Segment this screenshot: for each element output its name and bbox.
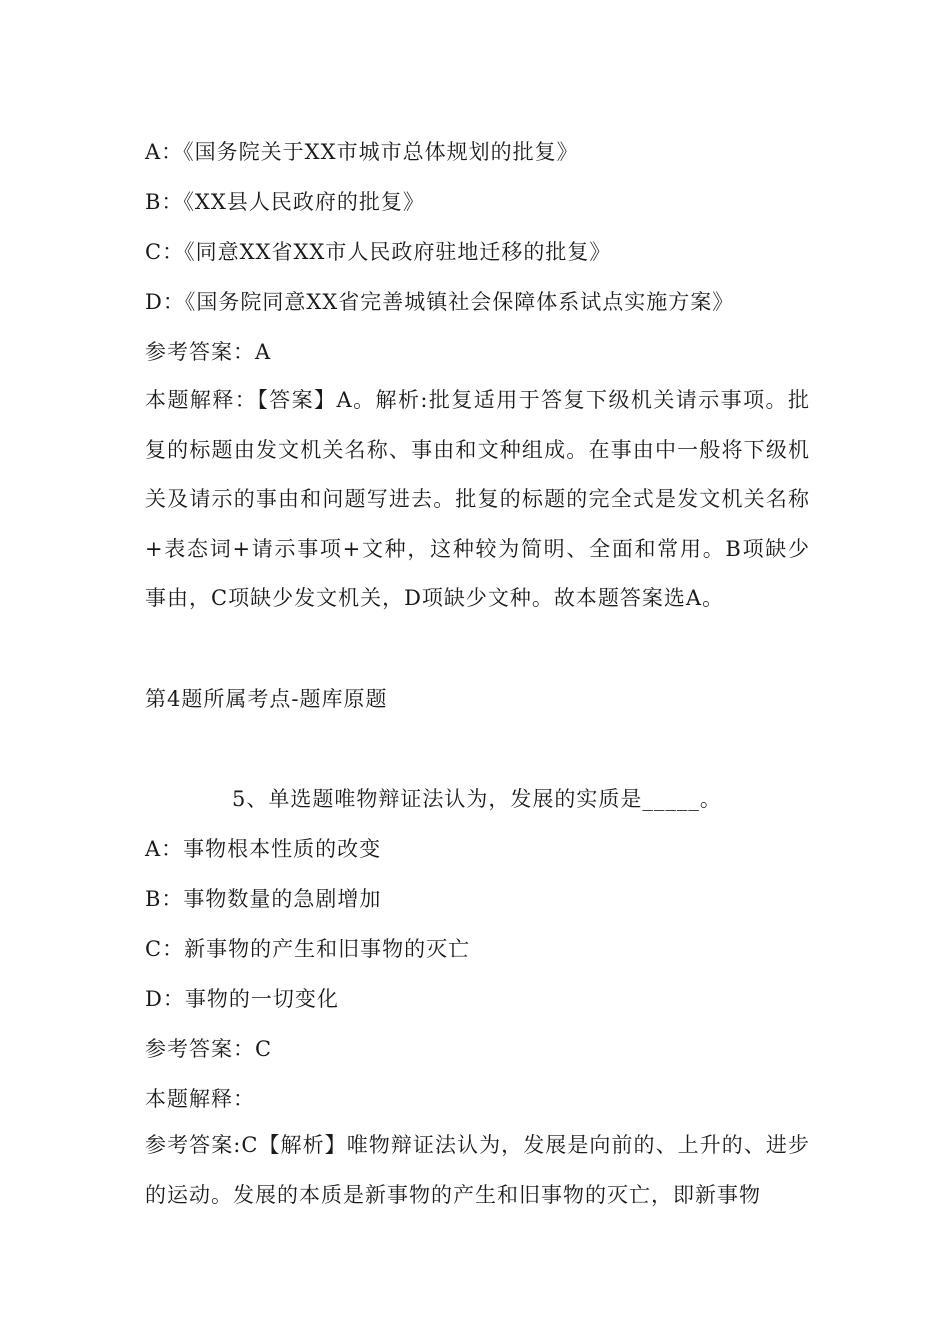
q4-option-b: B：《XX县人民政府的批复》 (145, 190, 425, 214)
q5-answer: 参考答案：C (145, 1037, 273, 1061)
q5-option-c: C：新事物的产生和旧事物的灭亡 (145, 937, 471, 961)
q5-explanation: 参考答案:C【解析】唯物辩证法认为，发展是向前的、上升的、进步的运动。发展的本质是新事物的产生和旧事物的灭亡，即新事物 (145, 1133, 810, 1207)
q5-option-b: B：事物数量的急剧增加 (145, 887, 382, 911)
q4-answer: 参考答案：A (145, 340, 272, 364)
q5-question: 5、单选题唯物辩证法认为，发展的实质是_____。 (232, 787, 722, 811)
q4-option-a: A：《国务院关于XX市城市总体规划的批复》 (145, 140, 579, 164)
q5-option-a: A：事物根本性质的改变 (145, 837, 382, 861)
q4-option-d: D：《国务院同意XX省完善城镇社会保障体系试点实施方案》 (145, 290, 735, 314)
q4-explanation: 本题解释：【答案】A。解析:批复适用于答复下级机关请示事项。批复的标题由发文机关名称、事由和文种组成。在事由中一般将下级机关及请示的事由和问题写进去。批复的标题的完全式是发文机关名称+表态词+请示事项+文种，这种较为简明、全面和常用。B项缺少事由，C项缺少发文机关，D项缺少文种。故本题答案选A。 (145, 388, 810, 610)
q4-option-c: C：《同意XX省XX市人民政府驻地迁移的批复》 (145, 240, 612, 264)
q5-explanation-label: 本题解释： (145, 1087, 255, 1111)
q5-option-d: D：事物的一切变化 (145, 987, 339, 1011)
q4-category: 第4题所属考点-题库原题 (145, 687, 388, 711)
